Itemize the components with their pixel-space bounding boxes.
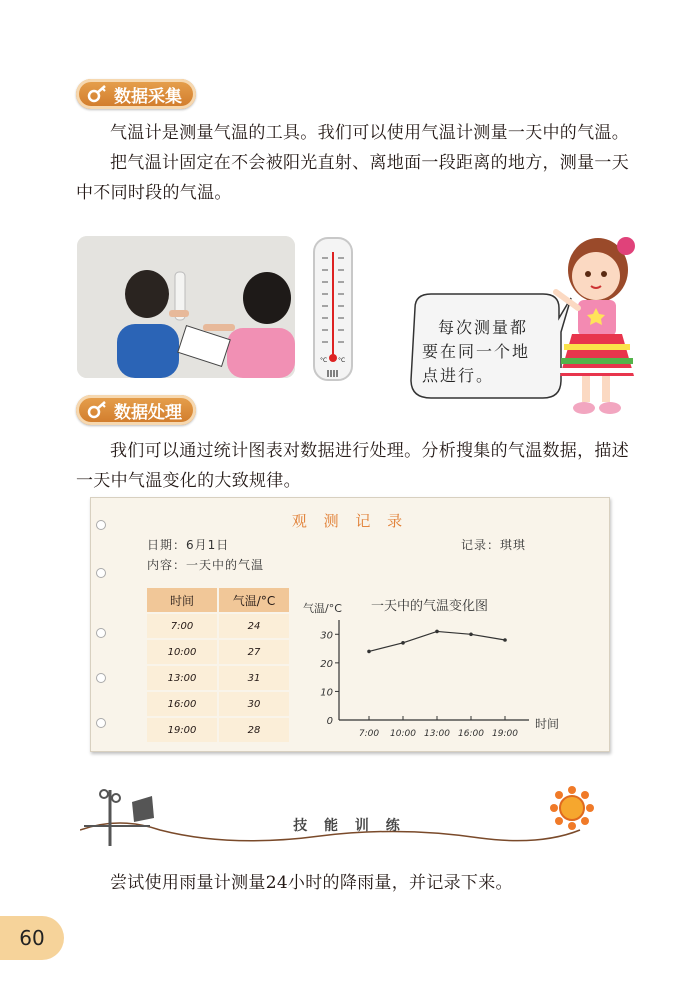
table-cell: 7:00 [147, 614, 217, 638]
chart-x-tick-label: 16:00 [458, 729, 484, 739]
table-row [147, 718, 289, 742]
table-cell: 31 [219, 666, 289, 690]
key-icon [86, 399, 108, 421]
section-badge-data-collection [76, 79, 196, 109]
paragraph: 气温计是测量气温的工具。我们可以使用气温计测量一天中的气温。 [110, 123, 629, 143]
chart-x-tick-label: 7:00 [358, 729, 380, 739]
key-icon [86, 83, 108, 105]
paragraph: 尝试使用雨量计测量24小时的降雨量，并记录下来。 [110, 873, 513, 893]
binder-hole [96, 628, 106, 638]
binder-hole [96, 718, 106, 728]
section-badge-data-processing [76, 395, 196, 425]
section-badge-label: 数据处理 [114, 402, 182, 423]
chart-x-tick-label: 10:00 [390, 729, 416, 739]
table-row [147, 666, 289, 690]
table-cell: 24 [219, 614, 289, 638]
chart-point [435, 630, 439, 634]
binder-hole [96, 568, 106, 578]
record-title: 观 测 记 录 [291, 512, 409, 530]
section1-text [76, 118, 636, 208]
skills-title: 技 能 训 练 [293, 818, 406, 834]
paragraph: 把气温计固定在不会被阳光直射、离地面一段距离的地方，测量一天中不同时段的气温。 [76, 153, 629, 203]
girl-illustration [548, 230, 644, 420]
page-number: 60 [0, 916, 64, 960]
table-header: 时间 [147, 588, 217, 612]
skills-text [76, 868, 636, 898]
table-cell: 28 [219, 718, 289, 742]
paragraph: 我们可以通过统计图表对数据进行处理。分析搜集的气温数据，描述一天中气温变化的大致规律。 [76, 441, 629, 491]
chart-y-tick-label: 20 [320, 658, 333, 670]
chart-point [401, 641, 405, 645]
observation-record-card [90, 497, 610, 752]
photo-children-measuring [77, 236, 295, 378]
section2-text [76, 436, 636, 496]
thermometer-illustration [312, 236, 354, 382]
skills-banner [80, 772, 640, 852]
table-cell: 27 [219, 640, 289, 664]
table-row [147, 692, 289, 716]
chart-title: 一天中的气温变化图 [371, 599, 489, 614]
temperature-line-chart [301, 590, 601, 746]
chart-point [469, 632, 473, 636]
section-badge-label: 数据采集 [114, 86, 182, 107]
table-cell: 19:00 [147, 718, 217, 742]
bubble-line: 每次测量都 [438, 318, 529, 337]
speech-bubble-text [422, 316, 562, 388]
record-recorder: 记录：琪琪 [461, 538, 527, 552]
table-row [147, 640, 289, 664]
chart-x-label: 时间 [535, 717, 560, 731]
record-content: 内容：一天中的气温 [147, 558, 265, 572]
thermometer-unit-right: °C [338, 357, 346, 364]
bubble-line: 点进行。 [422, 366, 495, 385]
table-cell: 30 [219, 692, 289, 716]
record-date: 日期：6月1日 [147, 538, 230, 552]
thermometer-unit-left: °C [320, 357, 328, 364]
bubble-line: 要在同一个地 [422, 342, 531, 361]
chart-point [367, 650, 371, 654]
table-cell: 13:00 [147, 666, 217, 690]
chart-y-tick-label: 30 [320, 630, 333, 642]
chart-series-line [369, 631, 505, 651]
chart-x-tick-label: 19:00 [492, 729, 518, 739]
table-cell: 16:00 [147, 692, 217, 716]
temperature-table [145, 586, 291, 744]
chart-y-tick-label: 10 [320, 687, 333, 699]
table-row [147, 614, 289, 638]
chart-y-label: 气温/°C [303, 602, 342, 615]
chart-point [503, 638, 507, 642]
chart-x-tick-label: 13:00 [424, 729, 450, 739]
binder-hole [96, 673, 106, 683]
chart-y-tick-label: 0 [326, 716, 333, 727]
table-cell: 10:00 [147, 640, 217, 664]
table-header: 气温/°C [219, 588, 289, 612]
